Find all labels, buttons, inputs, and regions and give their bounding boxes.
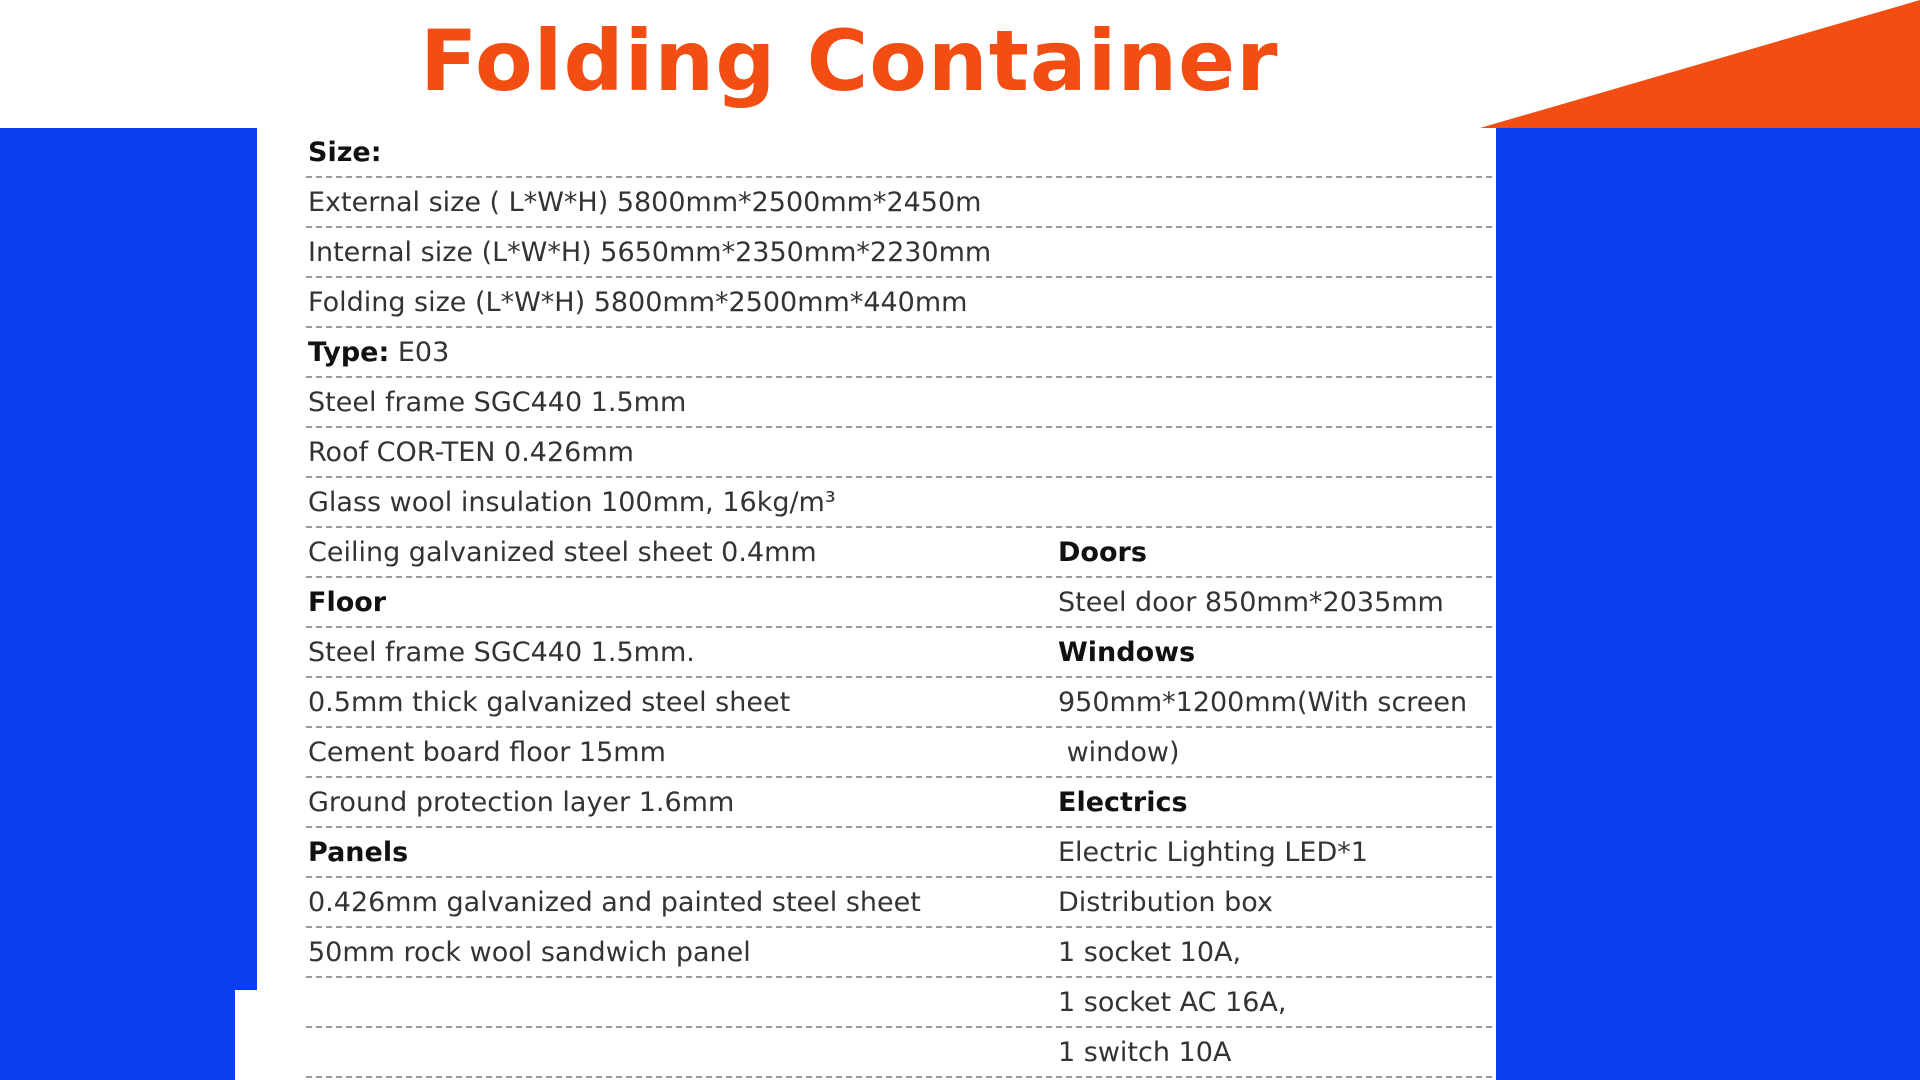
spec-value: Glass wool insulation 100mm, 16kg/m³ [308, 487, 836, 518]
spec-row [306, 778, 1492, 828]
spec-row [306, 978, 1492, 1028]
spec-value: Electric Lighting LED*1 [1058, 837, 1368, 868]
spec-row [306, 178, 1492, 228]
spec-row [306, 628, 1492, 678]
spec-value: 0.5mm thick galvanized steel sheet [308, 687, 791, 718]
spec-value: 1 socket 10A, [1058, 937, 1242, 968]
spec-row [306, 828, 1492, 878]
spec-row [306, 328, 1492, 378]
spec-value: Roof COR-TEN 0.426mm [308, 437, 634, 468]
spec-value: 1 socket AC 16A, [1058, 987, 1287, 1018]
spec-label: Panels [308, 837, 409, 868]
spec-row [306, 478, 1492, 528]
spec-cell-right [1058, 536, 1147, 570]
spec-cell-left [308, 636, 695, 670]
spec-value: 950mm*1200mm(With screen [1058, 687, 1468, 718]
spec-cell-left [308, 836, 408, 870]
spec-value: 0.426mm galvanized and painted steel sheet [308, 887, 921, 918]
spec-row [306, 528, 1492, 578]
spec-cell-left [308, 136, 382, 170]
dashed-divider [306, 1076, 1492, 1078]
spec-label: Type: [308, 337, 390, 368]
spec-value: Steel frame SGC440 1.5mm [308, 387, 687, 418]
spec-table [306, 128, 1492, 1080]
spec-value: Ceiling galvanized steel sheet 0.4mm [308, 537, 817, 568]
spec-value: Internal size (L*W*H) 5650mm*2350mm*2230mm [308, 237, 992, 268]
spec-cell-right [1058, 586, 1444, 620]
spec-value: Distribution box [1058, 887, 1273, 918]
left-blue-panel [0, 128, 257, 1080]
spec-label: Floor [308, 587, 387, 618]
spec-value: Steel door 850mm*2035mm [1058, 587, 1444, 618]
spec-cell-right [1058, 836, 1368, 870]
spec-cell-left [308, 236, 991, 270]
spec-cell-left [308, 886, 921, 920]
spec-cell-right [1058, 736, 1180, 770]
spec-value: E03 [389, 337, 450, 368]
spec-cell-left [308, 536, 817, 570]
right-blue-panel [1496, 128, 1920, 1080]
spec-row [306, 578, 1492, 628]
spec-value: 1 switch 10A [1058, 1037, 1232, 1068]
spec-row [306, 678, 1492, 728]
spec-row [306, 278, 1492, 328]
spec-cell-left [308, 286, 967, 320]
spec-cell-right [1058, 1036, 1231, 1070]
spec-value: External size ( L*W*H) 5800mm*2500mm*2450m [308, 187, 982, 218]
spec-cell-left [308, 586, 386, 620]
spec-cell-right [1058, 786, 1188, 820]
spec-cell-left [308, 436, 634, 470]
spec-value: Ground protection layer 1.6mm [308, 787, 735, 818]
spec-row [306, 428, 1492, 478]
spec-cell-left [308, 686, 790, 720]
spec-cell-left [308, 786, 734, 820]
spec-cell-right [1058, 636, 1195, 670]
spec-row [306, 1028, 1492, 1078]
orange-corner-triangle [1480, 0, 1920, 128]
spec-row [306, 878, 1492, 928]
spec-cell-right [1058, 886, 1273, 920]
spec-label: Doors [1058, 537, 1147, 568]
spec-label: Electrics [1058, 787, 1188, 818]
spec-value: 50mm rock wool sandwich panel [308, 937, 751, 968]
orange-corner-triangle-shape [1480, 0, 1920, 128]
spec-row [306, 378, 1492, 428]
page-title: Folding Container [420, 12, 1279, 110]
spec-cell-right [1058, 936, 1241, 970]
spec-label: Size: [308, 137, 382, 168]
spec-value: Cement board floor 15mm [308, 737, 666, 768]
spec-cell-left [308, 186, 981, 220]
spec-value: Folding size (L*W*H) 5800mm*2500mm*440mm [308, 287, 968, 318]
left-panel-notch [235, 990, 257, 1080]
spec-row [306, 728, 1492, 778]
spec-row [306, 928, 1492, 978]
spec-cell-right [1058, 686, 1467, 720]
spec-value: window) [1058, 737, 1180, 768]
spec-row [306, 128, 1492, 178]
spec-cell-left [308, 386, 686, 420]
spec-cell-left [308, 736, 666, 770]
spec-cell-right [1058, 986, 1287, 1020]
spec-value: Steel frame SGC440 1.5mm. [308, 637, 695, 668]
spec-cell-left [308, 336, 449, 370]
spec-cell-left [308, 486, 836, 520]
spec-cell-left [308, 936, 751, 970]
spec-row [306, 228, 1492, 278]
spec-label: Windows [1058, 637, 1196, 668]
